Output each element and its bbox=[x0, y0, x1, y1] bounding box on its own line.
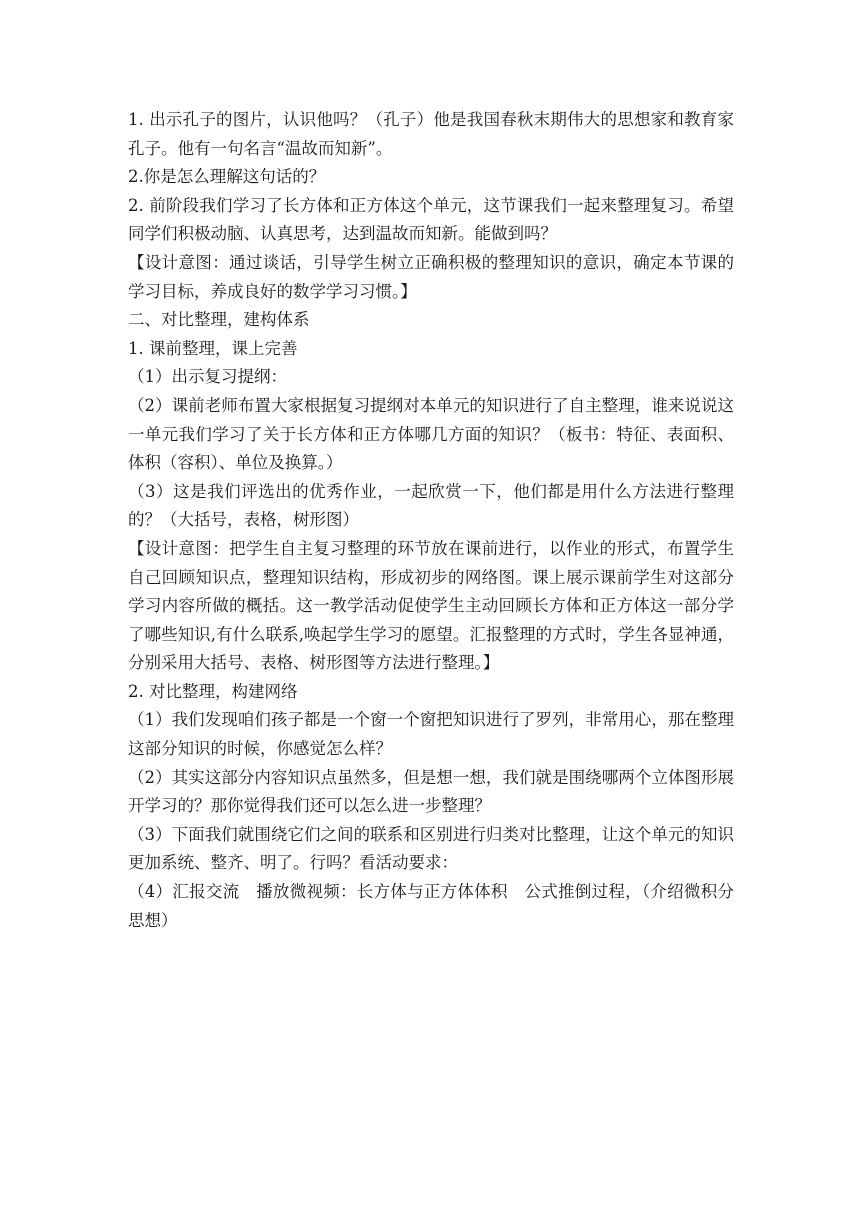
paragraph-unit-review: 2. 前阶段我们学习了长方体和正方体这个单元，这节课我们一起来整理复习。希望同学们积极动脑、认真思考，达到温故而知新。能做到吗？ bbox=[128, 195, 734, 244]
item-review-outline: （1）出示复习提纲： bbox=[128, 367, 287, 387]
item-two-solids: （2）其实这部分内容知识点虽然多，但是想一想，我们就是围绕哪两个立体图形展开学习的？那你觉得我们还可以怎么进一步整理？ bbox=[128, 767, 734, 816]
item-excellent-homework: （3）这是我们评选出的优秀作业，一起欣赏一下，他们都是用什么方法进行整理的？（大括号，表格，树形图） bbox=[128, 481, 734, 530]
subheading-compare-organize: 2. 对比整理，构建网络 bbox=[128, 681, 298, 701]
paragraph-design-intent-1: 【设计意图：通过谈话，引导学生树立正确积极的整理知识的意识，确定本节课的学习目标，养成良好的数学学习习惯。】 bbox=[128, 252, 734, 301]
item-report-video: （4）汇报交流 播放微视频：长方体与正方体体积 公式推倒过程，（介绍微积分思想） bbox=[128, 882, 734, 930]
document-body bbox=[128, 106, 734, 935]
item-activity-requirements: （3）下面我们就围绕它们之间的联系和区别进行归类对比整理，让这个单元的知识更加系统、整齐、明了。行吗？看活动要求： bbox=[128, 824, 734, 873]
paragraph-question-understanding: 2.你是怎么理解这句话的？ bbox=[128, 167, 326, 187]
item-students-listing: （1）我们发现咱们孩子都是一个窗一个窗把知识进行了罗列，非常用心，那在整理这部分知识的时候，你感觉怎么样？ bbox=[128, 710, 734, 759]
paragraph-design-intent-2: 【设计意图：把学生自主复习整理的环节放在课前进行，以作业的形式，布置学生自己回顾知识点，整理知识结构，形成初步的网络图。课上展示课前学生对这部分学习内容所做的概括。这一教学活动促使学生主动回顾长方体和正方体这一部分学了哪些知识,有什么联系,唤起学生学习的愿望。汇报整理的方式时，学生各显神通，分别采用大括号、表格、树形图等方法进行整理。】 bbox=[128, 538, 734, 673]
item-self-organize: （2）课前老师布置大家根据复习提纲对本单元的知识进行了自主整理，谁来说说这一单元我们学习了关于长方体和正方体哪几方面的知识？（板书：特征、表面积、体积（容积）、单位及换算。） bbox=[128, 395, 734, 473]
subheading-pre-class: 1. 课前整理，课上完善 bbox=[128, 338, 298, 358]
paragraph-intro-confucius: 1. 出示孔子的图片，认识他吗？（孔子）他是我国春秋末期伟大的思想家和教育家孔子。他有一句名言“温故而知新”。 bbox=[128, 110, 734, 158]
section-heading-2: 二、对比整理，建构体系 bbox=[128, 310, 310, 330]
